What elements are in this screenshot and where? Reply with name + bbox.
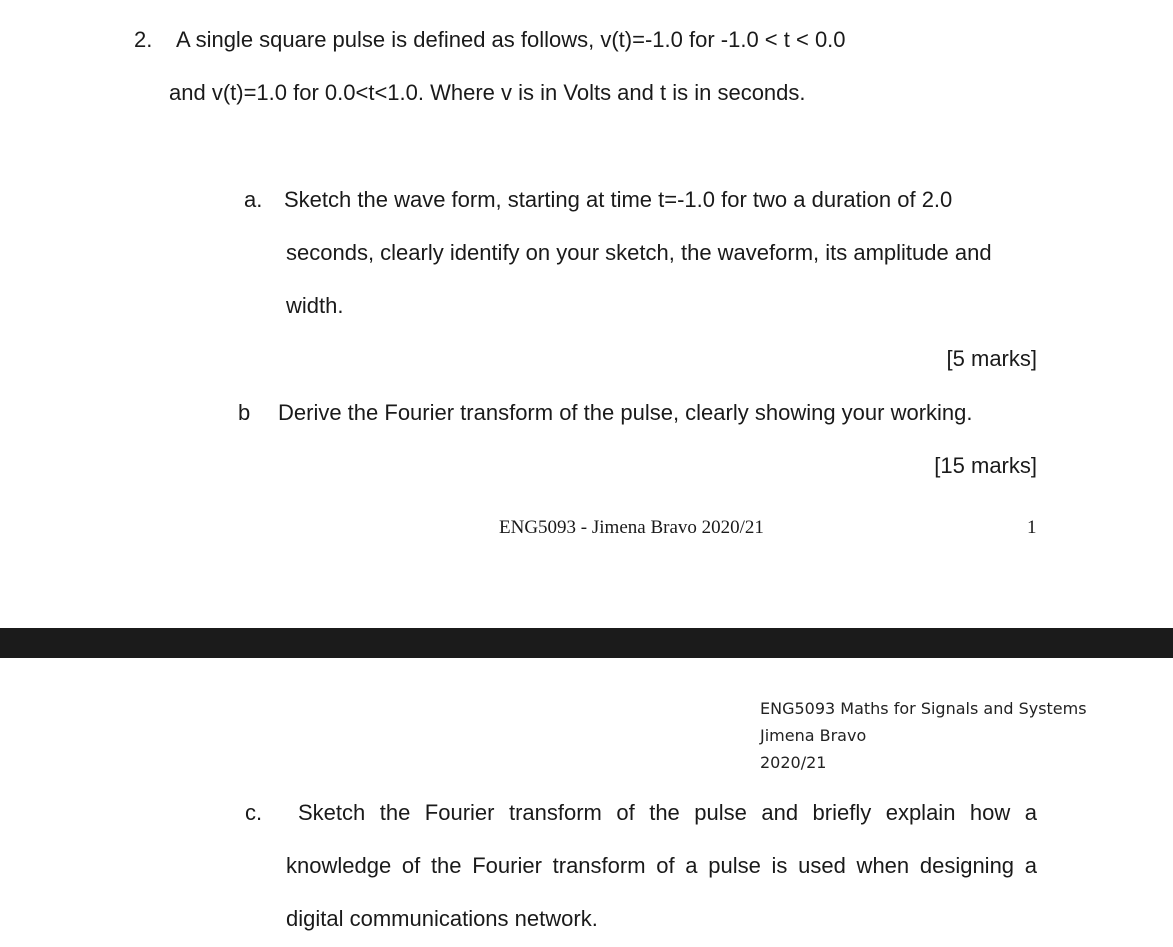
part-c-line-2: knowledge of the Fourier transform of a pulse is used when designing a: [286, 853, 1037, 878]
part-b-marks: [15 marks]: [934, 453, 1037, 478]
question-intro-line-1: A single square pulse is defined as follows, v(t)=-1.0 for -1.0 < t < 0.0: [176, 27, 846, 52]
page-number: 1: [1027, 517, 1037, 538]
page-header-course: ENG5093 Maths for Signals and Systems: [760, 699, 1087, 718]
part-a-label: a.: [244, 187, 263, 212]
page-header-author: Jimena Bravo: [760, 726, 867, 745]
part-a-line-1: Sketch the wave form, starting at time t=-1.0 for two a duration of 2.0: [284, 187, 953, 212]
document-page-2: [0, 658, 1173, 947]
question-number: 2.: [134, 27, 153, 52]
page-separator: [0, 628, 1173, 658]
part-a-line-3: width.: [286, 293, 344, 318]
page-header-year: 2020/21: [760, 753, 827, 772]
part-c-label: c.: [245, 800, 263, 825]
part-a-line-2: seconds, clearly identify on your sketch, the waveform, its amplitude and: [286, 240, 992, 265]
part-b-label: b: [238, 400, 251, 425]
question-intro-line-2: and v(t)=1.0 for 0.0<t<1.0. Where v is in Volts and t is in seconds.: [169, 80, 806, 105]
page-footer: ENG5093 - Jimena Bravo 2020/21: [499, 517, 764, 538]
part-c-line-3: digital communications network.: [286, 906, 598, 931]
part-a-marks: [5 marks]: [946, 346, 1037, 371]
part-c-line-1: Sketch the Fourier transform of the pulse and briefly explain how a: [298, 800, 1037, 825]
part-b-line-1: Derive the Fourier transform of the pulse, clearly showing your working.: [278, 400, 973, 425]
